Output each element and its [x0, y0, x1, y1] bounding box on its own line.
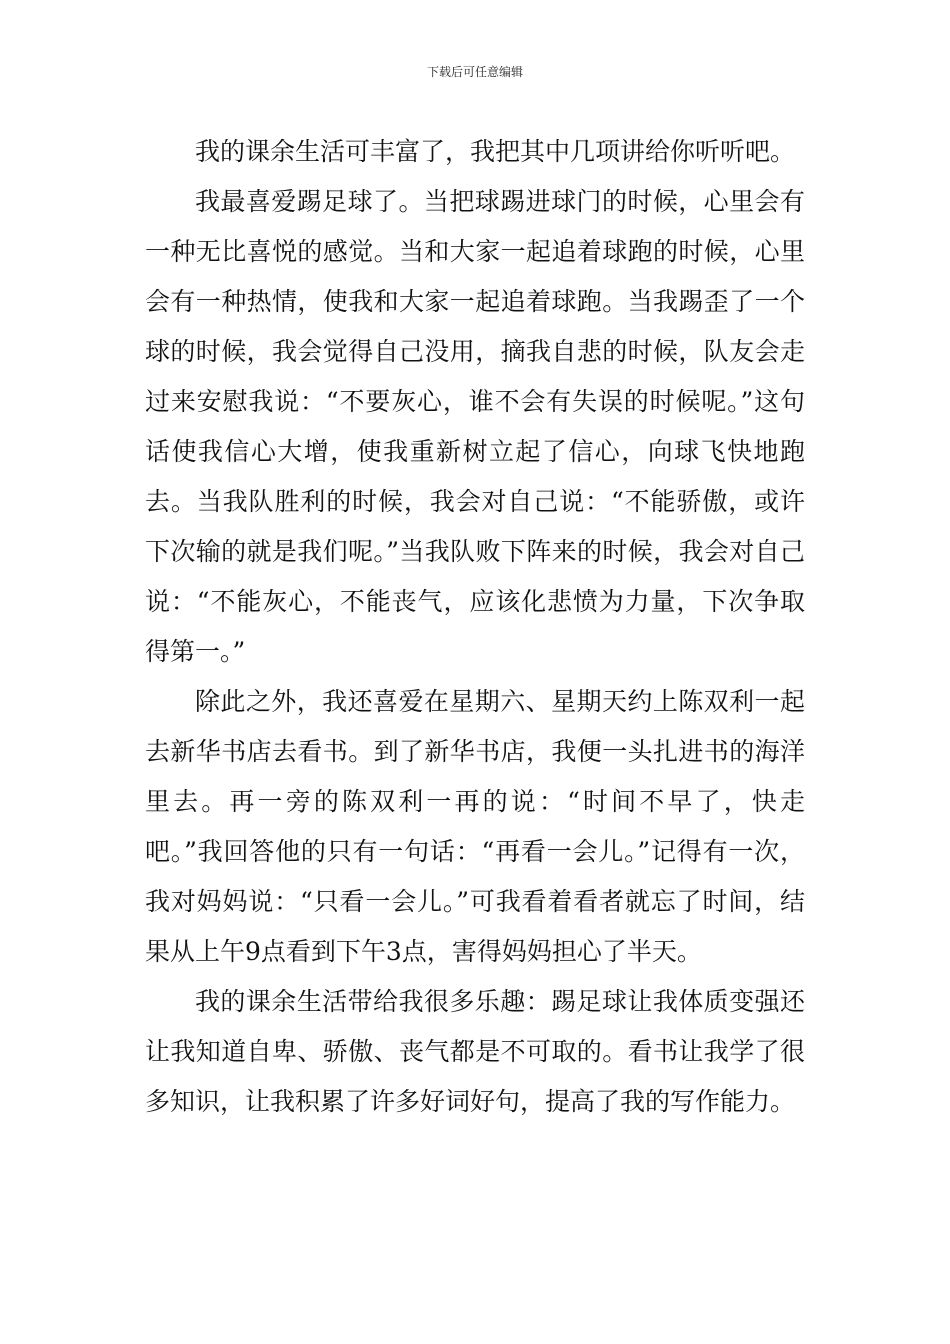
- paragraph-conclusion: 我的课余生活带给我很多乐趣：踢足球让我体质变强还让我知道自卑、骄傲、丧气都是不可取的。看书让我学了很多知识，让我积累了许多好词好句，提高了我的写作能力。: [145, 987, 805, 1116]
- page-header: 下载后可任意编辑: [426, 65, 523, 79]
- paragraph-football: 我最喜爱踢足球了。当把球踢进球门的时候，心里会有一种无比喜悦的感觉。当和大家一起追着球跑的时候，心里会有一种热情，使我和大家一起追着球跑。当我踢歪了一个球的时候，我会觉得自己没用，摘我自悲的时候，队友会走过来安慰我说：“不要灰心，谁不会有失误的时候呢。”这句话使我信心大增，使我重新树立起了信心，向球飞快地跑去。当我队胜利的时候，我会对自己说：“不能骄傲，或许下次输的就是我们呢。”当我队败下阵来的时候，我会对自己说：“不能灰心，不能丧气，应该化悲愤为力量，下次争取得第一。”: [145, 187, 805, 666]
- paragraph-intro: 我的课余生活可丰富了，我把其中几项讲给你听听吧。: [195, 137, 796, 166]
- paragraph-reading: 除此之外，我还喜爱在星期六、星期天约上陈双利一起去新华书店去看书。到了新华书店，我便一头扎进书的海洋里去。再一旁的陈双利一再的说：“时间不早了，快走吧。”我回答他的只有一句话：“再看一会儿。”记得有一次，我对妈妈说：“只看一会儿。”可我看着看者就忘了时间，结果从上午9点看到下午3点，害得妈妈担心了半天。: [145, 687, 805, 966]
- document-body: [145, 127, 805, 1127]
